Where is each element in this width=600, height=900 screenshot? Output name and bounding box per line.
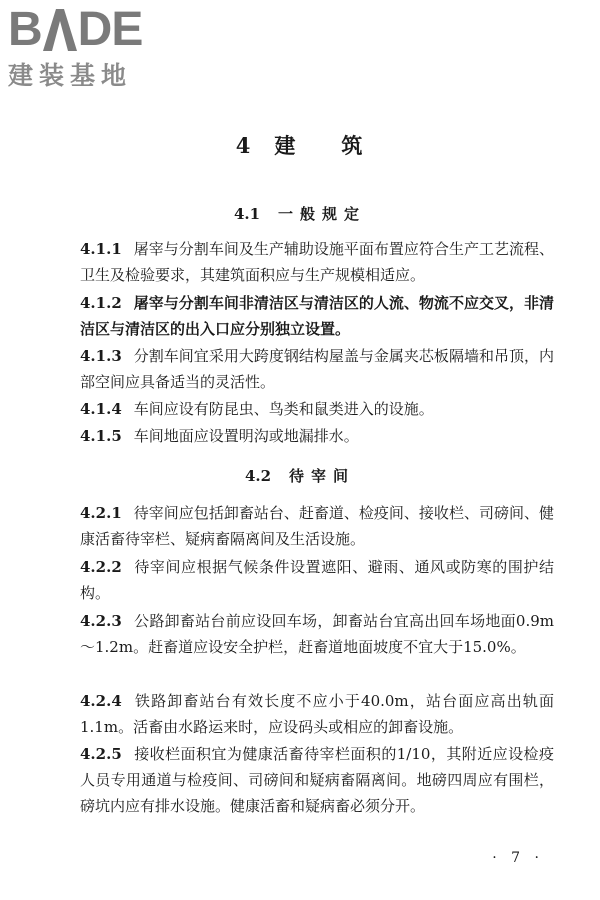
chapter-title-char-1: 建 [274,133,298,158]
clause-text: 车间应设有防昆虫、鸟类和鼠类进入的设施。 [133,400,434,418]
clause-text: 待宰间应根据气候条件设置遮阳、避雨、通风或防寒的围护结构。 [80,558,554,602]
clause-number: 4.2.4 [80,692,122,710]
clause-text: 接收栏面积宜为健康活畜待宰栏面积的1/10，其附近应设检疫人员专用通道与检疫间、司磅间和疑病畜隔离间。地磅四周应有围栏，磅坑内应有排水设施。健康活畜和疑病畜必须分开。 [80,745,554,815]
clause-number: 4.2.1 [80,504,122,522]
clause [80,554,554,606]
chapter-title-char-2: 筑 [341,133,365,158]
clause [80,688,554,740]
clause-number: 4.1.3 [80,347,122,365]
clause-text: 分割车间宜采用大跨度钢结构屋盖与金属夹芯板隔墙和吊顶，内部空间应具备适当的灵活性。 [80,347,554,391]
page-number: · 7 · [492,850,544,866]
clause-text: 车间地面应设置明沟或地漏排水。 [133,427,359,445]
chapter-number: 4 [235,133,253,158]
section-title: 一般规定 [278,205,367,223]
clause [80,741,554,819]
clause [80,396,554,422]
section-title: 待宰间 [289,467,356,485]
logo-subtitle: 建装基地 [8,61,133,90]
section-number: 4.2 [244,467,272,485]
chapter-title [0,130,600,160]
clause [80,608,554,660]
clause-number: 4.1.1 [80,240,122,258]
section-heading [0,465,600,486]
clause-text: 屠宰与分割车间非清洁区与清洁区的人流、物流不应交叉，非清洁区与清洁区的出入口应分别独立设置。 [80,294,554,338]
clause-number: 4.1.2 [80,294,122,312]
logo-letters-de: DE [77,3,143,56]
clause [80,343,554,395]
clause-number: 4.1.5 [80,427,122,445]
section-number: 4.1 [233,205,261,223]
logo-wordmark [8,4,178,54]
clause-text: 铁路卸畜站台有效长度不应小于40.0m，站台面应高出轨面1.1m。活畜由水路运来时，应设码头或相应的卸畜设施。 [80,692,554,736]
clause [80,290,554,342]
clause-number: 4.2.5 [80,745,122,763]
clause [80,500,554,552]
logo-letter-b: B [8,3,42,56]
clause-text: 待宰间应包括卸畜站台、赶畜道、检疫间、接收栏、司磅间、健康活畜待宰栏、疑病畜隔离间及生活设施。 [80,504,554,548]
clause-number: 4.2.2 [80,558,122,576]
clause-number: 4.2.3 [80,612,122,630]
logo [8,4,178,90]
section-heading [0,203,600,224]
clause-text: 公路卸畜站台前应设回车场，卸畜站台宜高出回车场地面0.9m～1.2m。赶畜道应设安全护栏，赶畜道地面坡度不宜大于15.0%。 [80,612,554,656]
clause [80,423,554,449]
logo-a-icon [43,9,77,51]
clause [80,236,554,288]
clause-text: 屠宰与分割车间及生产辅助设施平面布置应符合生产工艺流程、卫生及检验要求，其建筑面积应与生产规模相适应。 [80,240,554,284]
clause-number: 4.1.4 [80,400,122,418]
